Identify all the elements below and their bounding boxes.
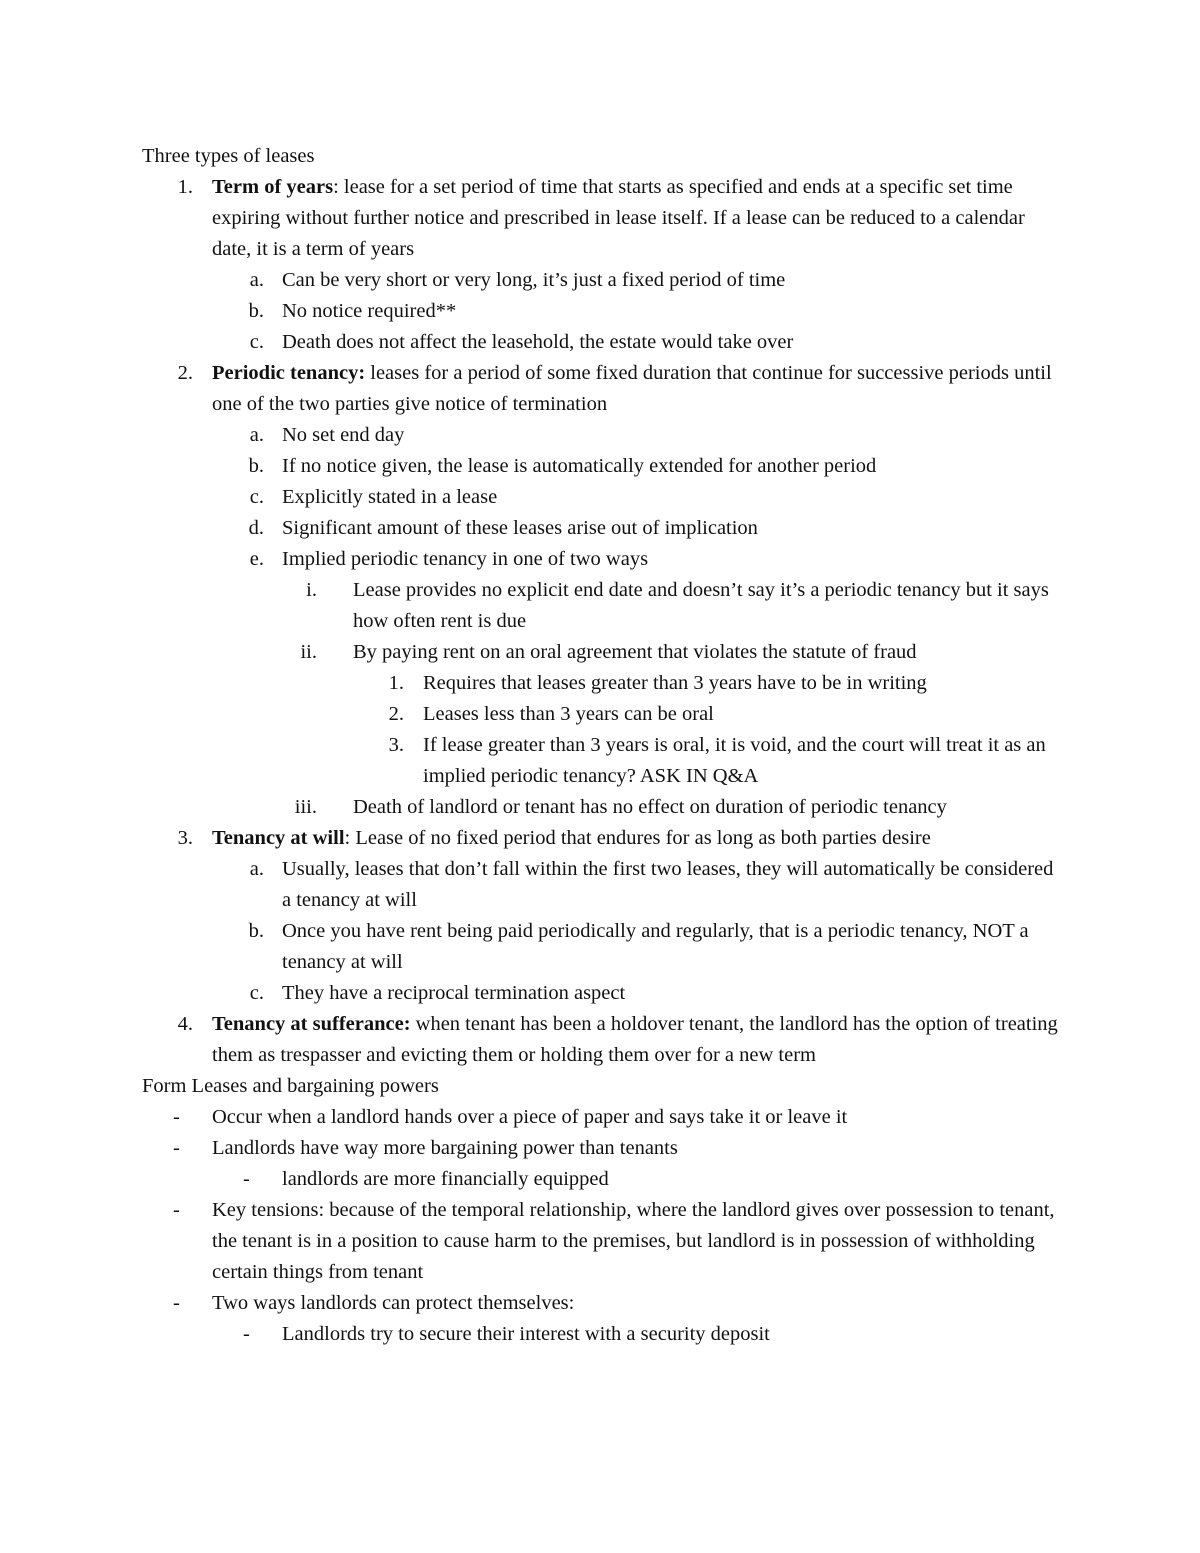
bullet-item xyxy=(142,1164,1062,1195)
list-item-term-of-years xyxy=(142,172,1062,265)
bullet-text: Occur when a landlord hands over a piece of paper and says take it or leave it xyxy=(212,1106,848,1128)
term-label: Tenancy at sufferance: xyxy=(212,1013,411,1035)
bullet-item xyxy=(142,1133,1062,1164)
list-item-text: Explicitly stated in a lease xyxy=(282,486,498,508)
term-label: Term of years xyxy=(212,176,334,198)
list-item-text: If no notice given, the lease is automatically extended for another period xyxy=(282,455,877,477)
list-item-text: Can be very short or very long, it’s just a fixed period of time xyxy=(282,269,786,291)
list-letter: e. xyxy=(249,548,264,570)
list-item-periodic-tenancy xyxy=(142,358,1062,420)
bullet-text: Two ways landlords can protect themselves: xyxy=(212,1292,575,1314)
list-item xyxy=(142,916,1062,978)
dash-bullet: - xyxy=(173,1292,180,1314)
dash-bullet: - xyxy=(243,1323,250,1345)
bullet-item xyxy=(142,1319,1062,1350)
list-letter: a. xyxy=(249,269,264,291)
list-item xyxy=(142,265,1062,296)
list-roman: iii. xyxy=(294,796,317,818)
list-item-text: Significant amount of these leases arise out of implication xyxy=(282,517,758,539)
list-item xyxy=(142,575,1062,637)
bullet-item xyxy=(142,1195,1062,1288)
list-item-text: If lease greater than 3 years is oral, it is void, and the court will treat it as an implied periodic tenancy? ASK IN Q&A xyxy=(423,734,1046,787)
list-item xyxy=(142,482,1062,513)
list-item xyxy=(142,699,1062,730)
list-number: 1. xyxy=(177,176,193,198)
list-number: 1. xyxy=(388,672,404,694)
list-letter: b. xyxy=(248,300,264,322)
list-item xyxy=(142,327,1062,358)
list-item xyxy=(142,792,1062,823)
list-item-text: No notice required** xyxy=(282,300,457,322)
list-item-text: Once you have rent being paid periodically and regularly, that is a periodic tenancy, NOT a tenancy at will xyxy=(282,920,1029,973)
list-item-text: Leases less than 3 years can be oral xyxy=(423,703,714,725)
bullet-text: Landlords try to secure their interest with a security deposit xyxy=(282,1323,770,1345)
list-item-text: Death does not affect the leasehold, the estate would take over xyxy=(282,331,794,353)
list-roman: i. xyxy=(306,579,317,601)
list-letter: b. xyxy=(248,920,264,942)
term-label: Tenancy at will xyxy=(212,827,345,849)
term-label: Periodic tenancy: xyxy=(212,362,366,384)
list-item xyxy=(142,668,1062,699)
list-item-text: Death of landlord or tenant has no effect on duration of periodic tenancy xyxy=(353,796,947,818)
bullet-item xyxy=(142,1288,1062,1319)
list-roman: ii. xyxy=(300,641,317,663)
list-item-text: Implied periodic tenancy in one of two ways xyxy=(282,548,649,570)
list-item-tenancy-at-sufferance xyxy=(142,1009,1062,1071)
dash-bullet: - xyxy=(243,1168,250,1190)
bullet-text: Key tensions: because of the temporal relationship, where the landlord gives over possession to tenant, the tenant is in a position to cause harm to the premises, but landlord is in possession of withholding certain things from tenant xyxy=(212,1199,1055,1283)
list-number: 3. xyxy=(177,827,193,849)
list-number: 2. xyxy=(177,362,193,384)
list-item-text: Requires that leases greater than 3 years have to be in writing xyxy=(423,672,927,694)
list-item xyxy=(142,637,1062,668)
list-item xyxy=(142,451,1062,482)
bullet-text: landlords are more financially equipped xyxy=(282,1168,609,1190)
section-heading-form-leases: Form Leases and bargaining powers xyxy=(142,1075,439,1097)
list-letter: a. xyxy=(249,424,264,446)
list-letter: c. xyxy=(249,331,264,353)
document-page xyxy=(142,141,1062,1350)
section-heading-lease-types: Three types of leases xyxy=(142,145,315,167)
list-item-tenancy-at-will xyxy=(142,823,1062,854)
list-item xyxy=(142,513,1062,544)
list-number: 2. xyxy=(388,703,404,725)
dash-bullet: - xyxy=(173,1199,180,1221)
list-item xyxy=(142,296,1062,327)
list-item-text: Lease provides no explicit end date and doesn’t say it’s a periodic tenancy but it says how often rent is due xyxy=(353,579,1049,632)
list-item xyxy=(142,544,1062,575)
list-item xyxy=(142,730,1062,792)
list-letter: d. xyxy=(248,517,264,539)
list-letter: b. xyxy=(248,455,264,477)
list-item xyxy=(142,420,1062,451)
list-letter: c. xyxy=(249,982,264,1004)
list-letter: c. xyxy=(249,486,264,508)
list-item-text: No set end day xyxy=(282,424,405,446)
dash-bullet: - xyxy=(173,1137,180,1159)
bullet-item xyxy=(142,1102,1062,1133)
dash-bullet: - xyxy=(173,1106,180,1128)
term-description: : lease for a set period of time that starts as specified and ends at a specific set time expiring without further notice and prescribed in lease itself. If a lease can be reduced to a calendar date, it is a term of years xyxy=(212,176,1025,260)
term-description: : Lease of no fixed period that endures for as long as both parties desire xyxy=(344,827,931,849)
list-item xyxy=(142,854,1062,916)
bullet-text: Landlords have way more bargaining power than tenants xyxy=(212,1137,678,1159)
list-item-text: Usually, leases that don’t fall within the first two leases, they will automatically be considered a tenancy at will xyxy=(282,858,1054,911)
term-description: leases for a period of some fixed duration that continue for successive periods until one of the two parties give notice of termination xyxy=(212,362,1052,415)
term-description: when tenant has been a holdover tenant, the landlord has the option of treating them as trespasser and evicting them or holding them over for a new term xyxy=(212,1013,1058,1066)
list-number: 3. xyxy=(388,734,404,756)
list-item-text: By paying rent on an oral agreement that violates the statute of fraud xyxy=(353,641,917,663)
list-item-text: They have a reciprocal termination aspect xyxy=(282,982,626,1004)
list-letter: a. xyxy=(249,858,264,880)
list-item xyxy=(142,978,1062,1009)
list-number: 4. xyxy=(177,1013,193,1035)
